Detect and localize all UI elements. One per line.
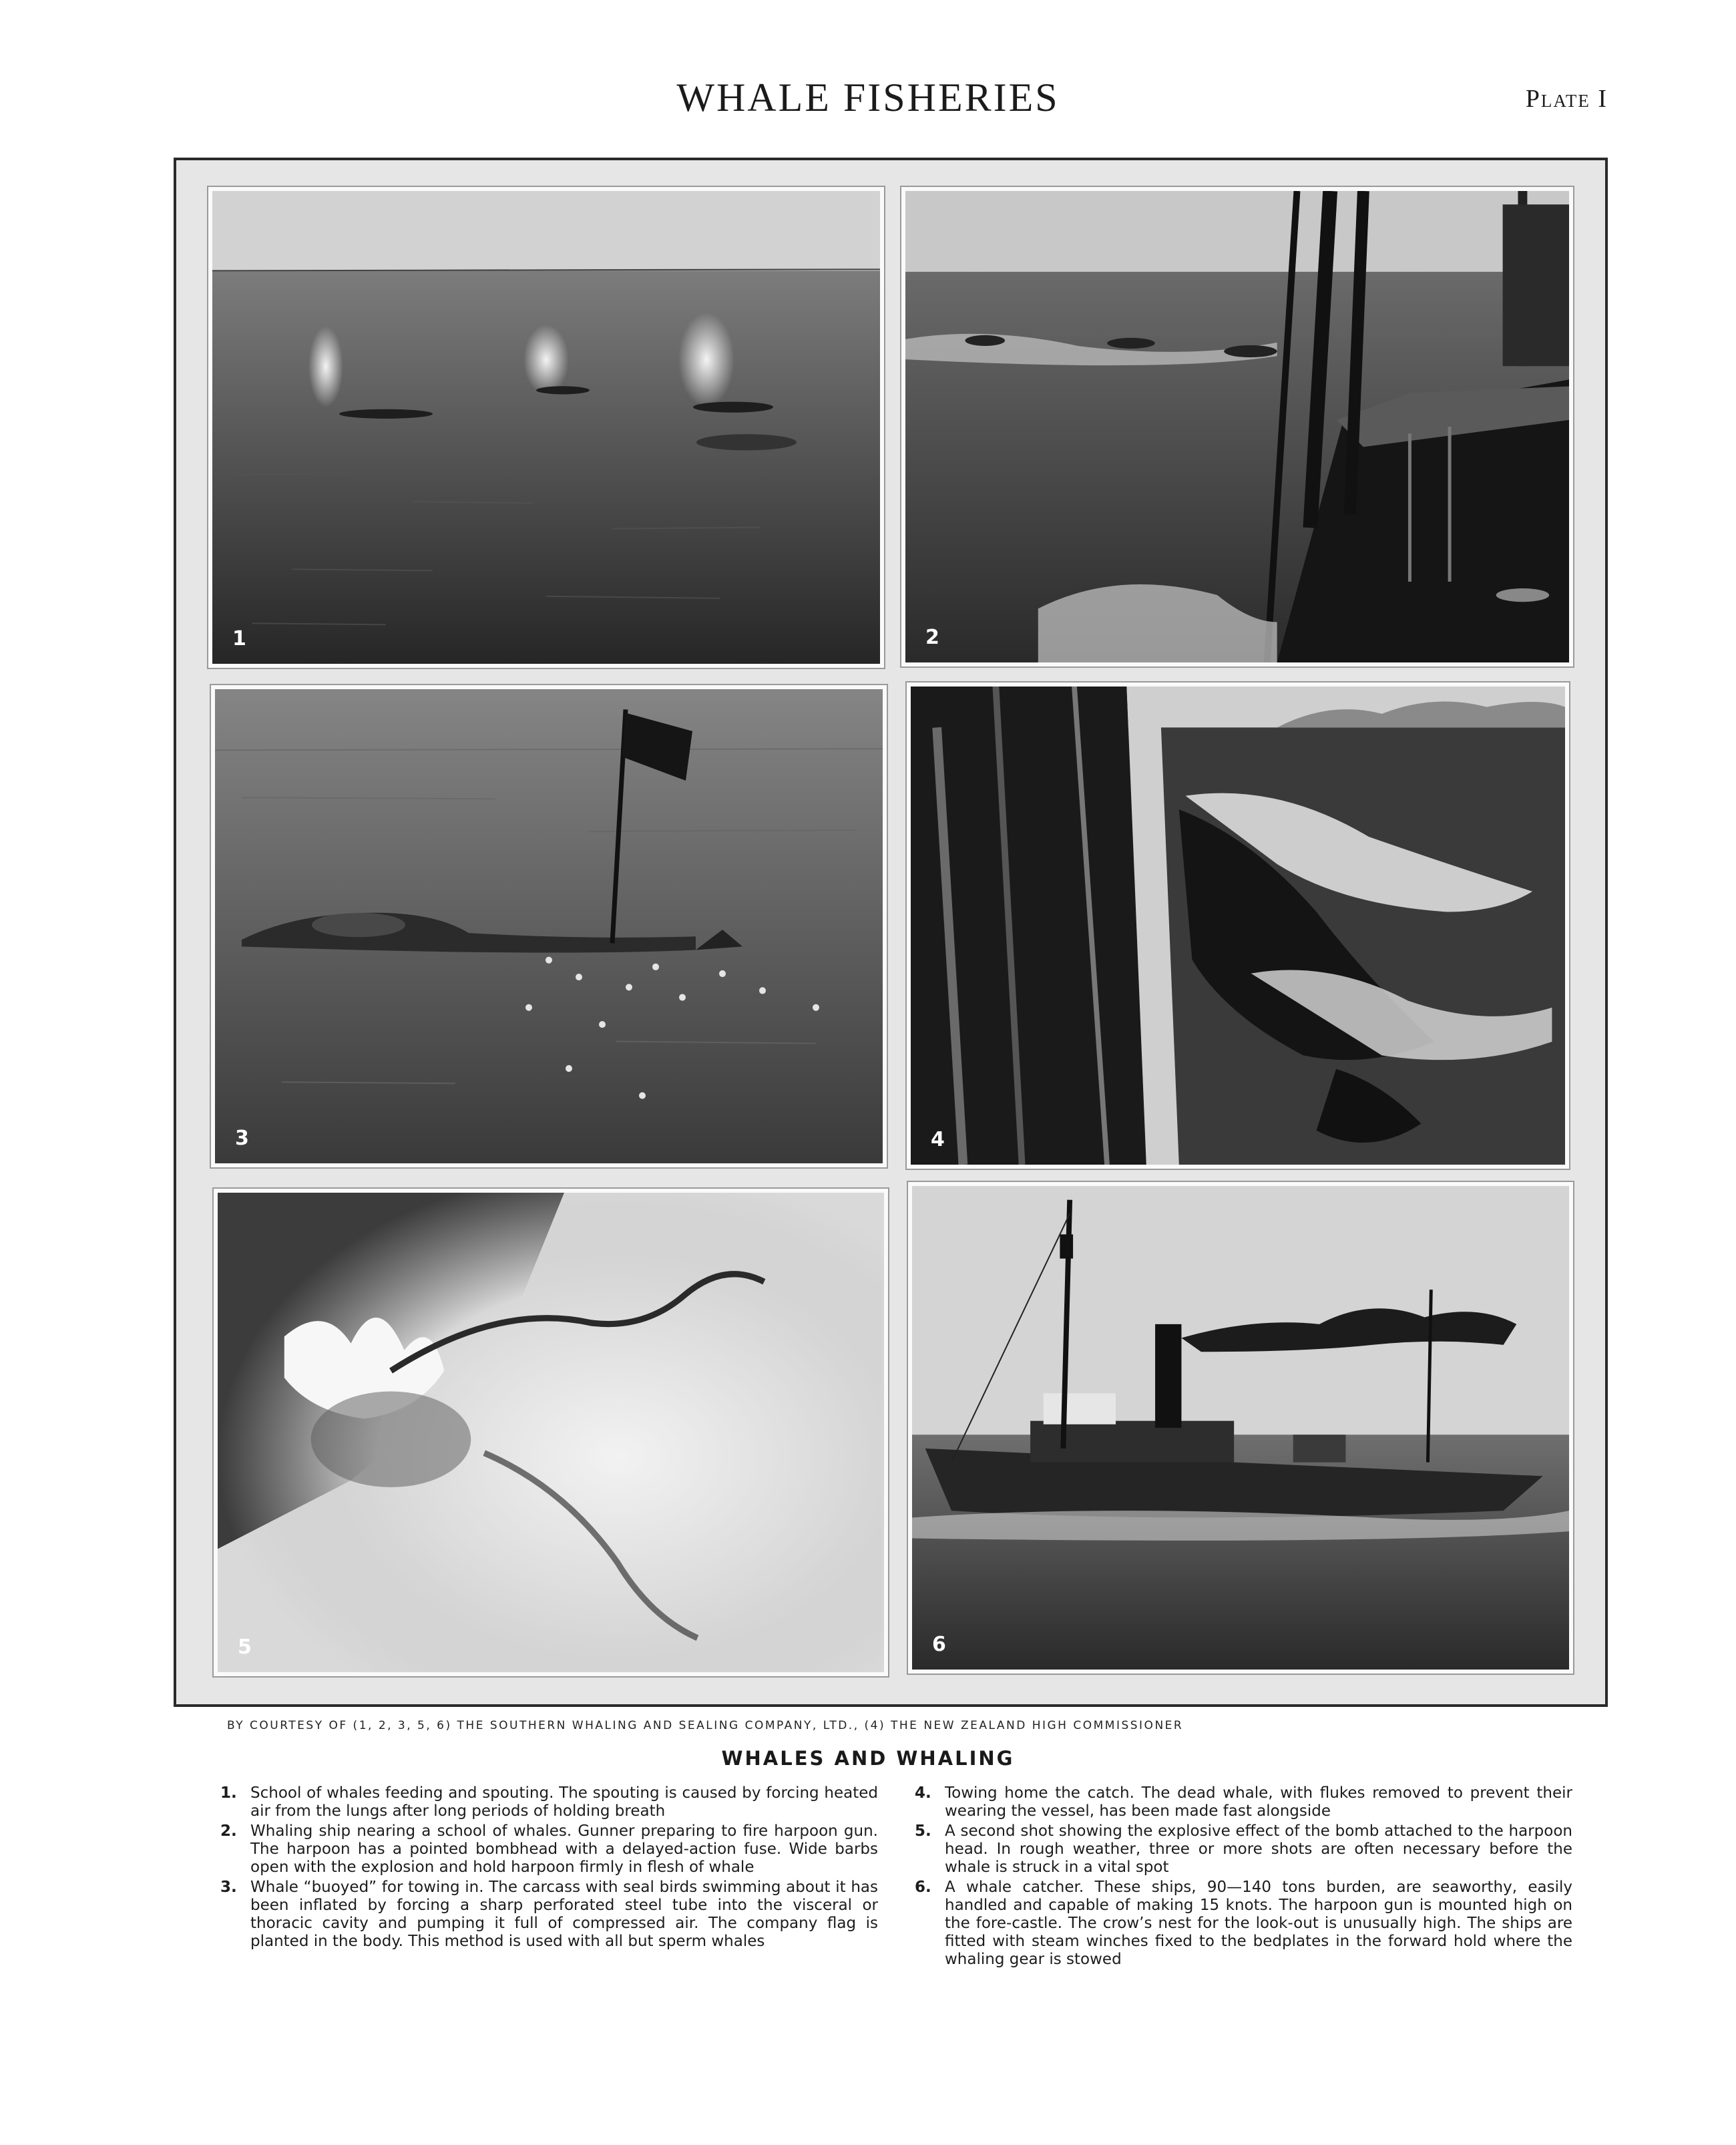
caption-item: [220, 1784, 878, 1820]
caption-text: Whaling ship nearing a school of whales. Gunner preparing to fire harpoon gun. The harpoon has a pointed bombhead with a delayed-action fuse. Wide barbs open with the explosion and hold harpoon firmly in flesh of whale: [250, 1822, 878, 1876]
buoyed-whale-with-flag-photo: [215, 689, 883, 1163]
caption-item: [220, 1822, 878, 1877]
caption-heading: WHALES AND WHALING: [721, 1747, 1015, 1770]
photo-number: 1: [232, 627, 246, 650]
photo-6: [908, 1182, 1573, 1674]
caption-column-right: [915, 1784, 1572, 1971]
caption-item: [915, 1822, 1572, 1877]
caption-item: [220, 1879, 878, 1951]
ship-approaching-whales-photo: [905, 191, 1569, 662]
photo-2: [901, 187, 1573, 666]
caption-text: A second shot showing the explosive effect of the bomb attached to the harpoon head. In rough weather, three or more shots are often necessary before the whale is struck in a vital spot: [945, 1822, 1572, 1876]
photo-number: 5: [238, 1635, 252, 1659]
photo-1: [208, 187, 884, 668]
photo-4: [907, 682, 1569, 1169]
photo-number: 2: [925, 626, 939, 649]
photo-3: [211, 685, 887, 1167]
caption-text: School of whales feeding and spouting. The spouting is caused by forcing heated air from the lungs after long periods of holding breath: [250, 1784, 878, 1820]
photo-credit: BY COURTESY OF (1, 2, 3, 5, 6) THE SOUTHERN WHALING AND SEALING COMPANY, LTD., (4) THE NEW ZEALAND HIGH COMMISSIONER: [227, 1719, 1184, 1732]
photo-number: 3: [235, 1127, 249, 1150]
whale-alongside-ship-photo: [911, 687, 1565, 1165]
page-title: WHALE FISHERIES: [676, 75, 1060, 120]
caption-number: 6.: [915, 1879, 931, 1896]
caption-item: [915, 1784, 1572, 1820]
harpoon-explosion-photo: [218, 1193, 884, 1672]
caption-column-left: [220, 1784, 878, 1953]
caption-number: 2.: [220, 1822, 237, 1840]
caption-number: 5.: [915, 1822, 931, 1840]
caption-item: [915, 1879, 1572, 1969]
caption-text: Towing home the catch. The dead whale, with flukes removed to prevent their wearing the vessel, has been made fast alongside: [945, 1784, 1572, 1820]
caption-text: A whale catcher. These ships, 90—140 tons burden, are seaworthy, easily handled and capable of making 15 knots. The harpoon gun is mounted high on the fore-castle. The crow’s nest for the look-out is unusually high. The ships are fitted with steam winches fixed to the bedplates in the forward hold where the whaling gear is stowed: [945, 1879, 1572, 1968]
caption-number: 4.: [915, 1784, 931, 1802]
caption-number: 1.: [220, 1784, 237, 1802]
caption-text: Whale “buoyed” for towing in. The carcass with seal birds swimming about it has been inflated by forcing a sharp perforated steel tube into the visceral or thoracic cavity and pumping it full of compressed air. The company flag is planted in the body. This method is used with all but sperm whales: [250, 1879, 878, 1950]
photo-plate: [174, 158, 1608, 1707]
photo-number: 6: [932, 1633, 946, 1656]
photo-number: 4: [931, 1128, 945, 1151]
photo-5: [214, 1189, 888, 1676]
whales-spouting-photo: [212, 191, 880, 664]
plate-number: Plate I: [1525, 85, 1608, 113]
whale-catcher-steamship-photo: [912, 1186, 1569, 1670]
caption-number: 3.: [220, 1879, 237, 1896]
